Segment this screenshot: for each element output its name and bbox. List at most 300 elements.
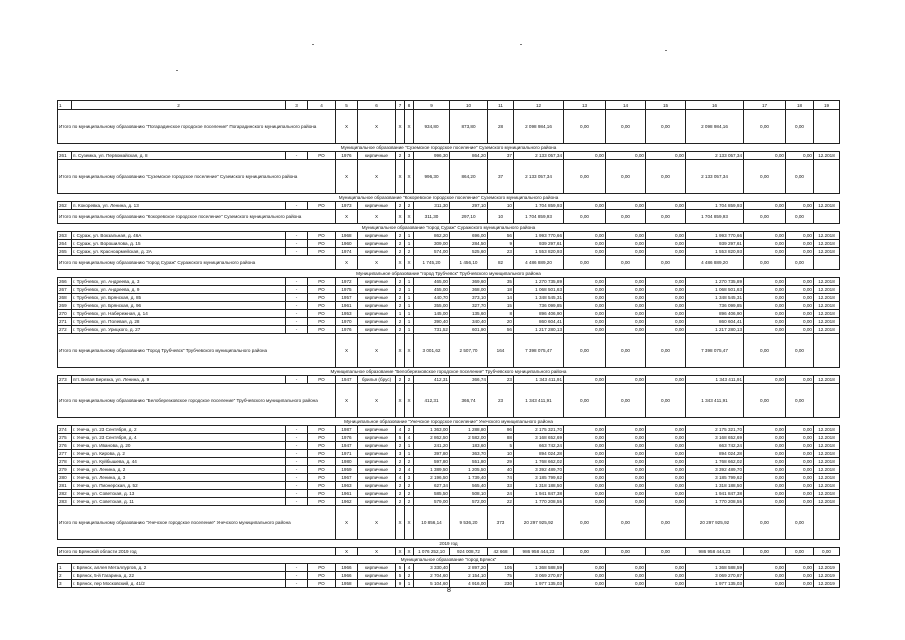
row-number-cell: 277	[58, 450, 72, 458]
total-cell-c7: X	[396, 548, 405, 556]
total-cell-c7: X	[396, 210, 405, 224]
cell-c4: РО	[308, 278, 336, 286]
cell-c17: 0,00	[744, 202, 786, 210]
cell-c7: 2	[396, 240, 405, 248]
cell-c9: 2 704,60	[414, 572, 450, 580]
column-header-2: 2	[72, 101, 286, 110]
cell-c15: 0,00	[646, 294, 686, 302]
cell-c4: РО	[308, 286, 336, 294]
total-cell-c18: 0,00	[786, 334, 814, 368]
cell-c11: 35	[488, 278, 514, 286]
total-cell-c14: 0,00	[606, 334, 646, 368]
total-cell-c15: 0,00	[646, 548, 686, 556]
cell-c5: 1976	[336, 326, 358, 334]
cell-c12: 1 318 188,50	[514, 482, 564, 490]
cell-c13: 0,00	[564, 240, 606, 248]
row-number-cell: 275	[58, 434, 72, 442]
cell-c16: 896 406,90	[686, 310, 744, 318]
address-cell: г. Унеча, ул. Иванова, д. 20	[72, 442, 286, 450]
row-number-cell: 273	[58, 376, 72, 384]
total-cell-c17: 0,00	[744, 160, 786, 194]
table-row	[58, 442, 840, 450]
cell-c10: 373,10	[450, 294, 488, 302]
total-cell-c11: 28	[488, 110, 514, 144]
total-cell-c10: 297,10	[450, 210, 488, 224]
total-cell-c14: 0,00	[606, 506, 646, 540]
cell-c5: 1970	[336, 318, 358, 326]
cell-c9: 390,40	[414, 318, 450, 326]
cell-c9: 627,34	[414, 482, 450, 490]
cell-c12: 3 185 799,62	[514, 474, 564, 482]
cell-c5: 1957	[336, 294, 358, 302]
address-cell: г. Трубчевск, ул. Полевая, д. 28	[72, 318, 286, 326]
cell-c4: РО	[308, 376, 336, 384]
cell-c16: 3 069 270,87	[686, 572, 744, 580]
cell-c5: 1974	[336, 248, 358, 256]
cell-c4: РО	[308, 498, 336, 506]
cell-c19: 12.2019	[814, 564, 840, 572]
cell-c13: 0,00	[564, 490, 606, 498]
cell-c9: 311,30	[414, 202, 450, 210]
cell-c18: 0,00	[786, 426, 814, 434]
cell-c11: 56	[488, 326, 514, 334]
cell-c19: 12.2018	[814, 294, 840, 302]
total-cell-c10: 873,80	[450, 110, 488, 144]
cell-c13: 0,00	[564, 498, 606, 506]
cell-c12: 1 553 820,93	[514, 248, 564, 256]
total-cell-c6: X	[358, 548, 396, 556]
cell-c11: 88	[488, 434, 514, 442]
cell-c10: 368,00	[450, 286, 488, 294]
total-cell-c13: 0,00	[564, 160, 606, 194]
cell-c5: 1963	[336, 482, 358, 490]
cell-c15: 0,00	[646, 434, 686, 442]
row-number-cell: 3	[58, 580, 72, 588]
cell-c16: 3 185 799,62	[686, 474, 744, 482]
cell-c14: 0,00	[606, 442, 646, 450]
cell-c12: 1 368 588,59	[514, 564, 564, 572]
cell-c4: РО	[308, 294, 336, 302]
cell-c18: 0,00	[786, 318, 814, 326]
row-number-cell: 262	[58, 202, 72, 210]
column-header-14: 14	[606, 101, 646, 110]
total-cell-c14: 0,00	[606, 256, 646, 270]
total-cell-c15: 0,00	[646, 160, 686, 194]
address-cell: п. Суземка, ул. Первомайская, д. 8	[72, 152, 286, 160]
cell-c10: 2 582,00	[450, 434, 488, 442]
total-cell-c13: 0,00	[564, 548, 606, 556]
total-cell-c11: 42 668	[488, 548, 514, 556]
cell-c3: -	[286, 286, 308, 294]
cell-c9: 397,80	[414, 450, 450, 458]
cell-c4: РО	[308, 302, 336, 310]
cell-c11: 74	[488, 474, 514, 482]
total-cell-c16: 986 958 444,23	[686, 548, 744, 556]
cell-c19: 12.2018	[814, 202, 840, 210]
row-number-cell: 274	[58, 426, 72, 434]
cell-c16: 1 368 588,59	[686, 564, 744, 572]
subtotal-row	[58, 548, 840, 556]
table-row	[58, 240, 840, 248]
total-cell-c8: X	[405, 210, 414, 224]
cell-c4: РО	[308, 326, 336, 334]
cell-c6: кирпичные	[358, 466, 396, 474]
cell-c10: 2 897,20	[450, 564, 488, 572]
cell-c18: 0,00	[786, 286, 814, 294]
cell-c19: 12.2018	[814, 240, 840, 248]
cell-c8: 2	[405, 458, 414, 466]
cell-c16: 1 343 411,91	[686, 376, 744, 384]
subtotal-label-cell: Итого по муниципальному образованию "город Сураж" Суражского муниципального района	[58, 256, 336, 270]
total-cell-c6: X	[358, 384, 396, 418]
cell-c14: 0,00	[606, 248, 646, 256]
total-cell-c16: 1 704 859,93	[686, 210, 744, 224]
total-cell-c14: 0,00	[606, 110, 646, 144]
column-header-1: 1	[58, 101, 72, 110]
cell-c12: 2 175 321,70	[514, 426, 564, 434]
cell-c11: 29	[488, 458, 514, 466]
total-cell-c17: 0,00	[744, 110, 786, 144]
cell-c8: 4	[405, 434, 414, 442]
cell-c6: кирпичные	[358, 202, 396, 210]
column-header-5: 5	[336, 101, 358, 110]
cell-c10: 363,70	[450, 450, 488, 458]
cell-c4: РО	[308, 310, 336, 318]
table-row	[58, 426, 840, 434]
cell-c3: -	[286, 240, 308, 248]
cell-c16: 1 941 847,38	[686, 490, 744, 498]
cell-c6: кирпичные	[358, 240, 396, 248]
cell-c15: 0,00	[646, 426, 686, 434]
cell-c12: 939 297,61	[514, 240, 564, 248]
cell-c15: 0,00	[646, 564, 686, 572]
subtotal-row	[58, 506, 840, 540]
total-cell-c17: 0,00	[744, 210, 786, 224]
table-row	[58, 152, 840, 160]
cell-c9: 585,50	[414, 490, 450, 498]
cell-c3: -	[286, 580, 308, 588]
table-row	[58, 434, 840, 442]
address-cell: г. Трубчевск, ул. Андреева, д. 3	[72, 278, 286, 286]
cell-c17: 0,00	[744, 278, 786, 286]
cell-c8: 1	[405, 286, 414, 294]
cell-c7: 3	[396, 450, 405, 458]
total-cell-c10: 1 456,10	[450, 256, 488, 270]
cell-c4: РО	[308, 474, 336, 482]
total-cell-c19	[814, 256, 840, 270]
cell-c3: -	[286, 434, 308, 442]
total-cell-c8: X	[405, 506, 414, 540]
cell-c11: 10	[488, 202, 514, 210]
total-cell-c12: 2 098 984,16	[514, 110, 564, 144]
section-title: Муниципальное образование "Белоберезковское городское поселение" Трубчевского муниципального района	[58, 368, 840, 376]
total-cell-c8: X	[405, 256, 414, 270]
total-cell-c16: 7 398 075,47	[686, 334, 744, 368]
cell-c17: 0,00	[744, 232, 786, 240]
cell-c3: -	[286, 442, 308, 450]
total-cell-c16: 4 486 889,20	[686, 256, 744, 270]
cell-c8: 2	[405, 572, 414, 580]
row-number-cell: 261	[58, 152, 72, 160]
cell-c6: кирпичные	[358, 294, 396, 302]
cell-c10: 366,74	[450, 376, 488, 384]
total-cell-c9: 412,31	[414, 384, 450, 418]
section-title: Муниципальное образование "Унечское городское поселение" Унечского муниципального района	[58, 418, 840, 426]
total-cell-c13: 0,00	[564, 110, 606, 144]
address-cell: г. Брянск, аллея Металлургов, д. 2	[72, 564, 286, 572]
total-cell-c16: 20 297 925,92	[686, 506, 744, 540]
row-number-cell: 270	[58, 310, 72, 318]
total-cell-c12: 1 704 859,93	[514, 210, 564, 224]
cell-c7: 2	[396, 466, 405, 474]
address-cell: г. Унеча, ул. Ленина, д. 3	[72, 474, 286, 482]
total-cell-c11: 23	[488, 384, 514, 418]
subtotal-row	[58, 210, 840, 224]
cell-c15: 0,00	[646, 572, 686, 580]
cell-c7: 9	[396, 580, 405, 588]
cell-c10: 2 154,10	[450, 572, 488, 580]
total-cell-c12: 2 133 057,34	[514, 160, 564, 194]
cell-c11: 20	[488, 318, 514, 326]
total-cell-c9: 996,30	[414, 160, 450, 194]
section-title: Муниципальное образование "город Трубчевск" Трубчевского муниципального района	[58, 270, 840, 278]
section-header-row	[58, 194, 840, 202]
total-cell-c18: 0,00	[786, 160, 814, 194]
total-cell-c5: X	[336, 110, 358, 144]
total-cell-c10: 924 008,72	[450, 548, 488, 556]
cell-c8: 3	[405, 152, 414, 160]
cell-c5: 1960	[336, 240, 358, 248]
cell-c9: 465,00	[414, 278, 450, 286]
cell-c14: 0,00	[606, 498, 646, 506]
cell-c15: 0,00	[646, 580, 686, 588]
cell-c12: 860 604,41	[514, 318, 564, 326]
cell-c11: 24	[488, 490, 514, 498]
address-cell: г. Брянск, 5-й Гагарина, д. 22	[72, 572, 286, 580]
cell-c7: 2	[396, 286, 405, 294]
total-cell-c7: X	[396, 506, 405, 540]
cell-c13: 0,00	[564, 278, 606, 286]
cell-c13: 0,00	[564, 302, 606, 310]
cell-c16: 860 604,41	[686, 318, 744, 326]
total-cell-c15: 0,00	[646, 110, 686, 144]
cell-c10: 284,50	[450, 240, 488, 248]
cell-c12: 1 770 208,55	[514, 498, 564, 506]
cell-c10: 1 205,50	[450, 466, 488, 474]
cell-c18: 0,00	[786, 248, 814, 256]
total-cell-c14: 0,00	[606, 210, 646, 224]
cell-c3: -	[286, 474, 308, 482]
cell-c4: РО	[308, 240, 336, 248]
cell-c6: кирпичные	[358, 426, 396, 434]
row-number-cell: 280	[58, 474, 72, 482]
cell-c11: 15	[488, 302, 514, 310]
table-row	[58, 232, 840, 240]
cell-c5: 1959	[336, 466, 358, 474]
total-cell-c13: 0,00	[564, 210, 606, 224]
cell-c18: 0,00	[786, 240, 814, 248]
cell-c9: 145,00	[414, 310, 450, 318]
total-cell-c15: 0,00	[646, 506, 686, 540]
address-cell: г. Унеча, ул. 23 Сентября, д. 4	[72, 434, 286, 442]
cell-c15: 0,00	[646, 240, 686, 248]
cell-c14: 0,00	[606, 564, 646, 572]
cell-c7: 2	[396, 326, 405, 334]
cell-c8: 2	[405, 490, 414, 498]
cell-c16: 1 704 859,93	[686, 202, 744, 210]
cell-c15: 0,00	[646, 474, 686, 482]
cell-c9: 996,30	[414, 152, 450, 160]
address-cell: п. Кокоревка, ул. Ленина, д. 13	[72, 202, 286, 210]
cell-c4: РО	[308, 426, 336, 434]
cell-c13: 0,00	[564, 458, 606, 466]
table-row	[58, 474, 840, 482]
total-cell-c13: 0,00	[564, 256, 606, 270]
column-header-6: 6	[358, 101, 396, 110]
cell-c7: 2	[396, 302, 405, 310]
cell-c8: 1	[405, 326, 414, 334]
cell-c8: 1	[405, 232, 414, 240]
cell-c9: 309,00	[414, 240, 450, 248]
cell-c9: 241,20	[414, 442, 450, 450]
cell-c3: -	[286, 310, 308, 318]
cell-c4: РО	[308, 152, 336, 160]
cell-c19: 12.2018	[814, 318, 840, 326]
total-cell-c9: 1 745,20	[414, 256, 450, 270]
cell-c14: 0,00	[606, 376, 646, 384]
cell-c15: 0,00	[646, 466, 686, 474]
cell-c5: 1987	[336, 426, 358, 434]
address-cell: г. Унеча, ул. Советская, д. 11	[72, 498, 286, 506]
cell-c19: 12.2018	[814, 326, 840, 334]
cell-c17: 0,00	[744, 434, 786, 442]
cell-c8: 1	[405, 580, 414, 588]
cell-c19: 12.2018	[814, 310, 840, 318]
total-cell-c14: 0,00	[606, 548, 646, 556]
row-number-cell: 276	[58, 442, 72, 450]
row-number-cell: 263	[58, 232, 72, 240]
cell-c10: 1 739,40	[450, 474, 488, 482]
cell-c19: 12.2018	[814, 466, 840, 474]
cell-c17: 0,00	[744, 498, 786, 506]
table-row	[58, 318, 840, 326]
cell-c4: РО	[308, 466, 336, 474]
cell-c15: 0,00	[646, 232, 686, 240]
cell-c11: 33	[488, 482, 514, 490]
address-cell: г. Трубчевск, ул. Набережная, д. 14	[72, 310, 286, 318]
cell-c14: 0,00	[606, 302, 646, 310]
cell-c17: 0,00	[744, 286, 786, 294]
total-cell-c17: 0,00	[744, 506, 786, 540]
total-cell-c9: 1 076 252,10	[414, 548, 450, 556]
cell-c15: 0,00	[646, 498, 686, 506]
cell-c12: 1 977 135,03	[514, 580, 564, 588]
total-cell-c18: 0,00	[786, 384, 814, 418]
cell-c12: 1 217 280,13	[514, 326, 564, 334]
cell-c11: 56	[488, 232, 514, 240]
cell-c5: 1953	[336, 310, 358, 318]
total-cell-c18: 0,00	[786, 256, 814, 270]
address-cell: г. Унеча, ул. Пионерская, д. 52	[72, 482, 286, 490]
cell-c12: 1 270 735,89	[514, 278, 564, 286]
total-cell-c10: 9 536,20	[450, 506, 488, 540]
total-cell-c18: 0,00	[786, 210, 814, 224]
cell-c17: 0,00	[744, 442, 786, 450]
cell-c13: 0,00	[564, 572, 606, 580]
cell-c5: 1947	[336, 442, 358, 450]
total-cell-c8: X	[405, 384, 414, 418]
cell-c15: 0,00	[646, 202, 686, 210]
cell-c5: 1973	[336, 202, 358, 210]
cell-c10: 508,10	[450, 490, 488, 498]
cell-c8: 2	[405, 426, 414, 434]
cell-c11: 75	[488, 572, 514, 580]
cell-c6: кирпичные	[358, 572, 396, 580]
cell-c17: 0,00	[744, 318, 786, 326]
subtotal-label-cell: Итого по муниципальному образованию "Погарадинское городское поселение" Погарадинского муниципального района	[58, 110, 336, 144]
total-cell-c18: 0,00	[786, 548, 814, 556]
table-row	[58, 326, 840, 334]
cell-c18: 0,00	[786, 278, 814, 286]
total-cell-c12: 1 343 411,91	[514, 384, 564, 418]
column-header-3: 3	[286, 101, 308, 110]
cell-c3: -	[286, 490, 308, 498]
cell-c13: 0,00	[564, 318, 606, 326]
cell-c10: 601,90	[450, 326, 488, 334]
total-cell-c6: X	[358, 210, 396, 224]
cell-c9: 355,00	[414, 302, 450, 310]
cell-c11: 5	[488, 442, 514, 450]
table-row	[58, 564, 840, 572]
table-row	[58, 482, 840, 490]
section-header-row	[58, 540, 840, 548]
cell-c4: РО	[308, 202, 336, 210]
total-cell-c7: X	[396, 160, 405, 194]
cell-c15: 0,00	[646, 318, 686, 326]
cell-c3: -	[286, 278, 308, 286]
cell-c18: 0,00	[786, 434, 814, 442]
cell-c7: 1	[396, 310, 405, 318]
cell-c3: -	[286, 152, 308, 160]
cell-c7: 2	[396, 482, 405, 490]
cell-c16: 2 133 057,34	[686, 152, 744, 160]
page-number: 8	[447, 587, 451, 594]
cell-c18: 0,00	[786, 376, 814, 384]
total-cell-c17: 0,00	[744, 548, 786, 556]
subtotal-label-cell: Итого по муниципальному образованию "Белоберезковское городское поселение" Трубчевского муниципального района	[58, 384, 336, 418]
table-row	[58, 278, 840, 286]
subtotal-row	[58, 256, 840, 270]
cell-c9: 2 196,50	[414, 474, 450, 482]
cell-c9: 862,20	[414, 232, 450, 240]
cell-c5: 1947	[336, 376, 358, 384]
cell-c17: 0,00	[744, 580, 786, 588]
total-cell-c5: X	[336, 548, 358, 556]
cell-c15: 0,00	[646, 376, 686, 384]
table-row	[58, 572, 840, 580]
subtotal-row	[58, 384, 840, 418]
total-cell-c10: 2 507,70	[450, 334, 488, 368]
total-cell-c19	[814, 384, 840, 418]
cell-c6: кирпичные	[358, 482, 396, 490]
column-header-15: 15	[646, 101, 686, 110]
cell-c14: 0,00	[606, 286, 646, 294]
subtotal-label-cell: Итого по муниципальному образованию "Унечское городское поселение" Унечского муниципального района	[58, 506, 336, 540]
cell-c6: кирпичные	[358, 434, 396, 442]
cell-c6: кирпичные	[358, 232, 396, 240]
cell-c13: 0,00	[564, 474, 606, 482]
subtotal-label-cell: Итого по муниципальному образованию "Суземское городское поселение" Суземского муниципального района	[58, 160, 336, 194]
